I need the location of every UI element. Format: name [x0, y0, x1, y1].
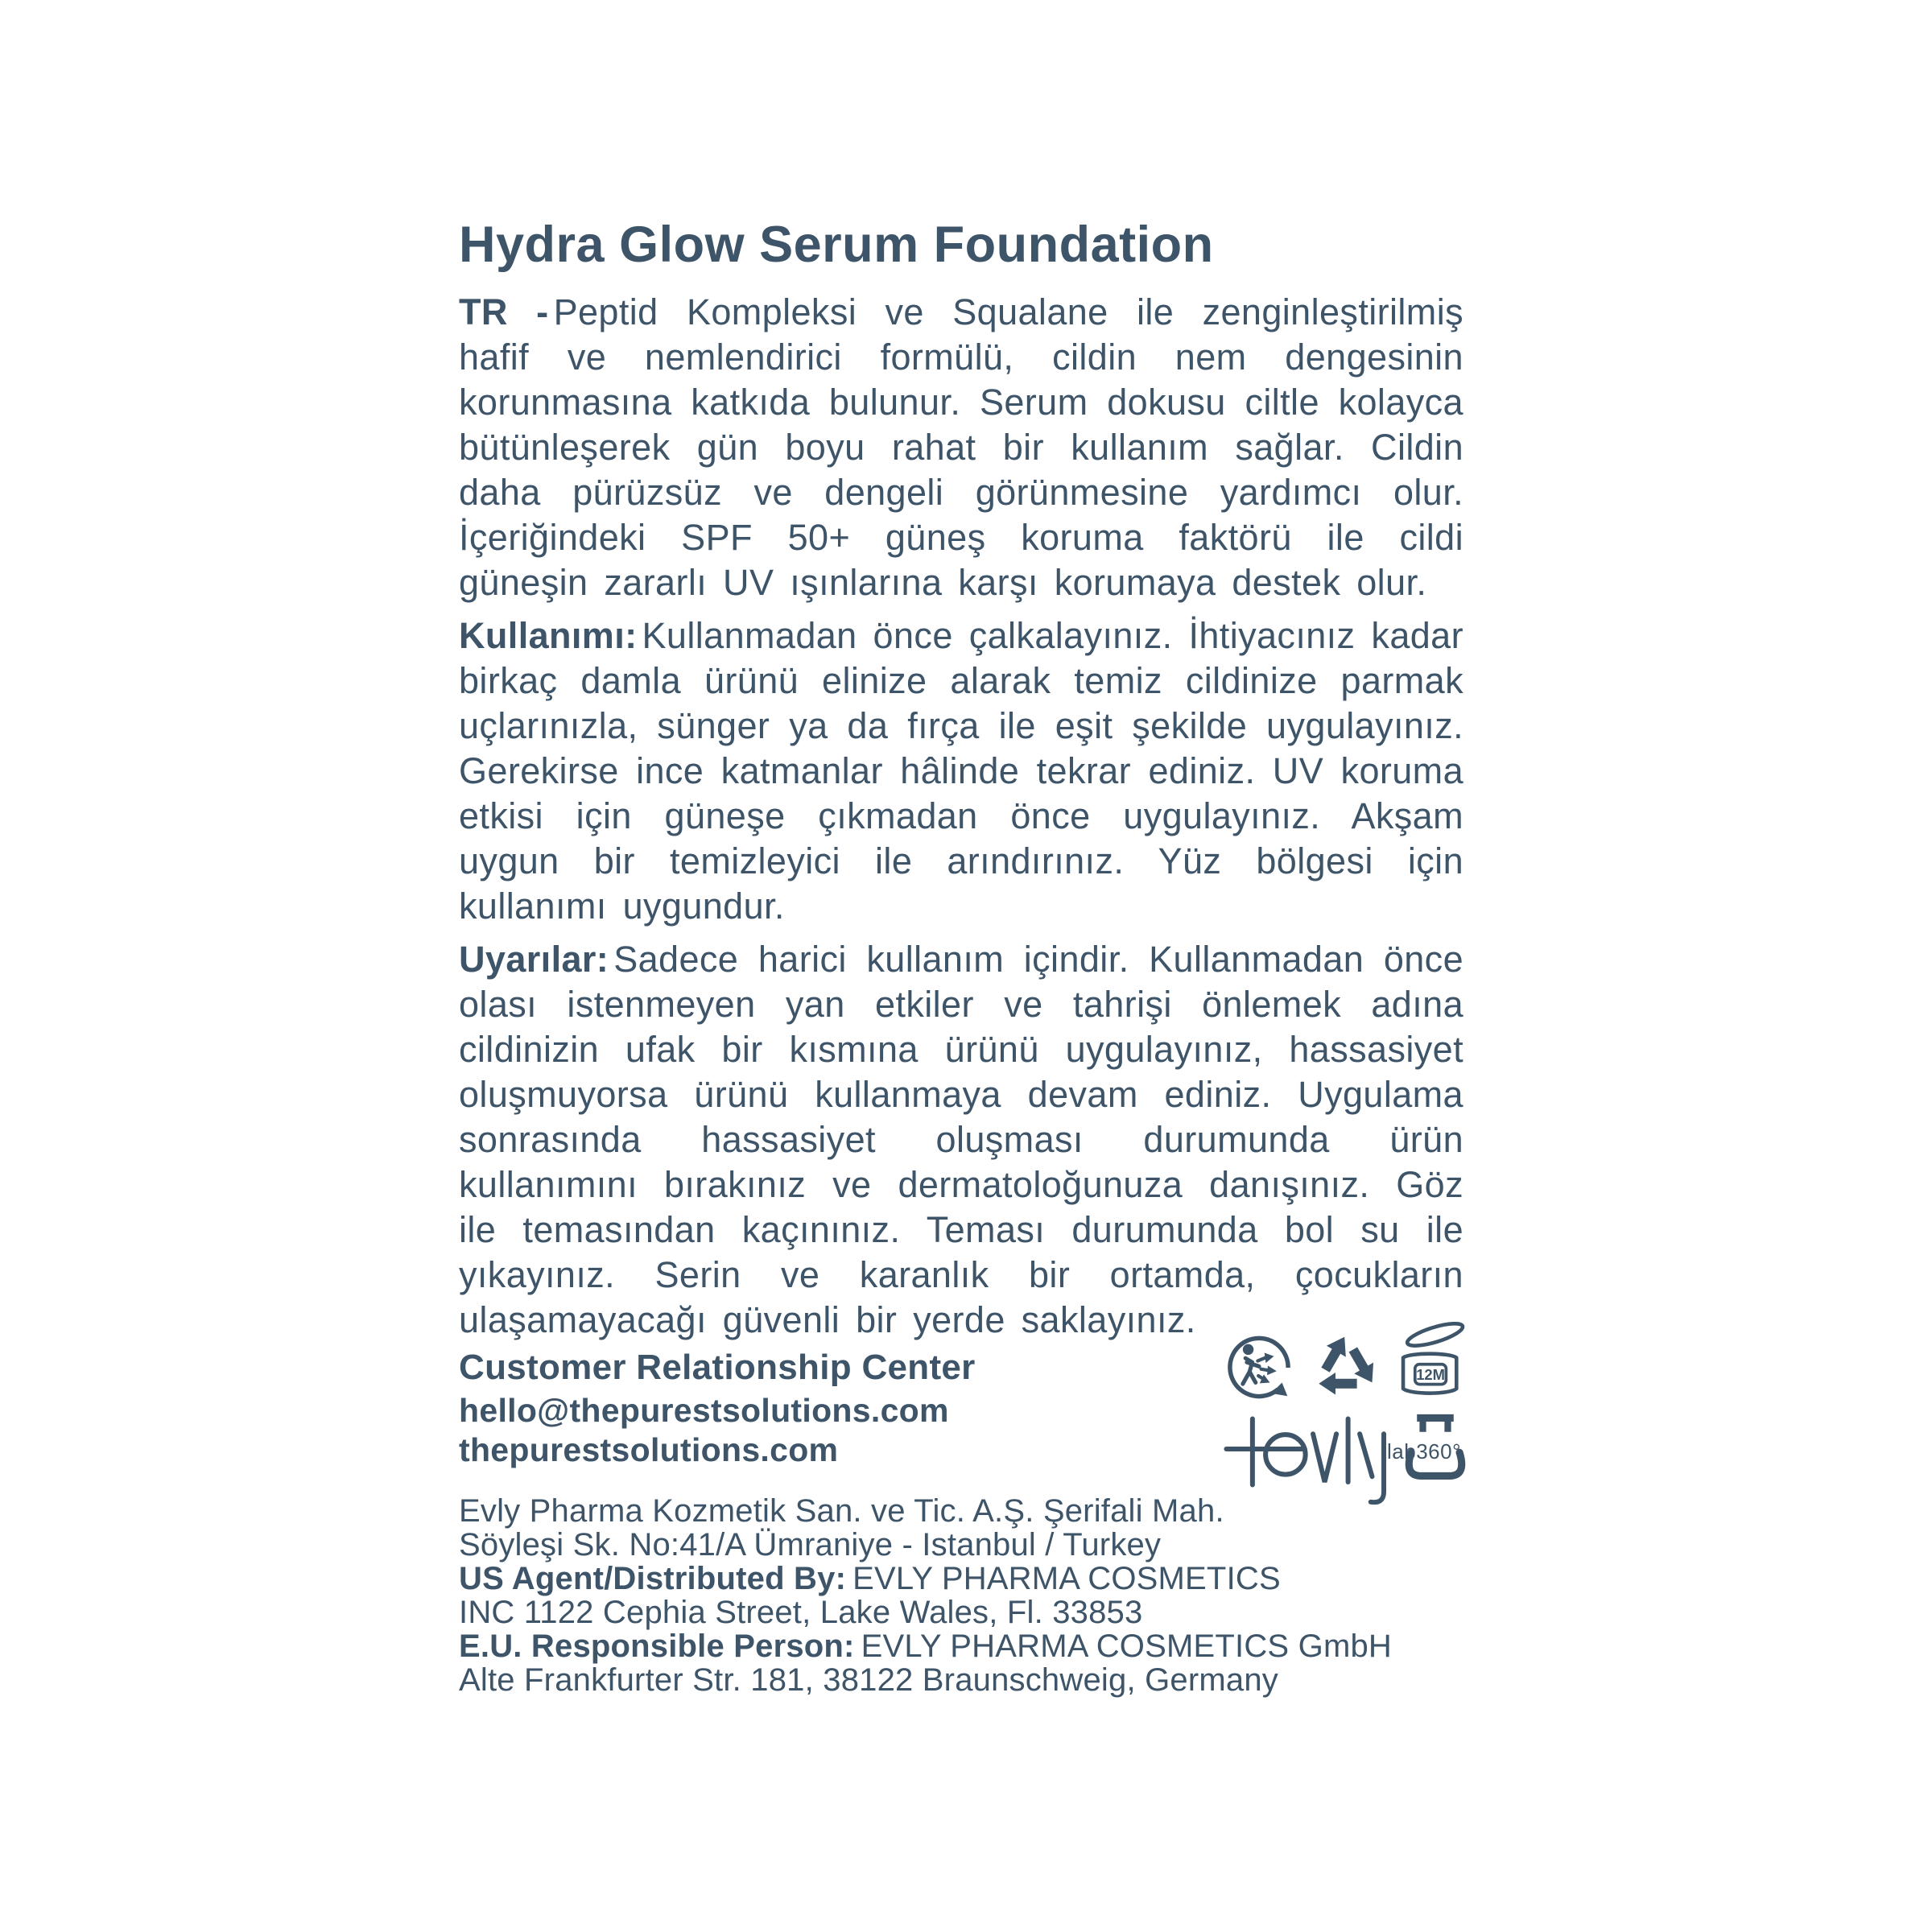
- paragraph-usage: [459, 613, 1463, 929]
- company-line-4: INC 1122 Cephia Street, Lake Wales, Fl. 33853: [459, 1595, 1143, 1630]
- contact-website: thepurestsolutions.com: [459, 1431, 839, 1468]
- certification-icons: [1224, 1320, 1481, 1517]
- manufacturer-info: [459, 1494, 1392, 1697]
- contact-heading: Customer Relationship Center: [459, 1348, 976, 1387]
- contact-email: hello@thepurestsolutions.com: [459, 1392, 949, 1429]
- paragraph-text-warnings: Sadece harici kullanım içindir. Kullanmadan önce olası istenmeyen yan etkiler ve tahrişi önlemek adına cildinizin ufak bir kısmına ürünü uygulayınız, hassasiyet oluşmuyorsa ürünü kullanmaya devam ediniz. Uygulama sonrasında hassasiyet oluşması durumunda ürün kullanımını bırakınız ve dermatoloğunuza danışınız. Göz ile temasından kaçınınız. Teması durumunda bol su ile yıkayınız. Serin ve karanlık bir ortamda, çocukların ulaşamayacağı güvenli bir yerde saklayınız.: [459, 939, 1463, 1340]
- pao-12m-icon: [1394, 1322, 1468, 1402]
- paragraph-text-usage: Kullanmadan önce çalkalayınız. İhtiyacınız kadar birkaç damla ürünü elinize alarak temiz cildinize parmak uçlarınızla, sünger ya da fırça ile eşit şekilde uygulayınız. Gerekirse ince katmanlar hâlinde tekrar ediniz. UV koruma etkisi için güneşe çıkmadan önce uygulayınız. Akşam uygun bir temizleyici ile arındırınız. Yüz bölgesi için kullanımı uygundur.: [459, 615, 1463, 927]
- flask-icon: [1402, 1409, 1468, 1484]
- pao-12m-label: 12M: [1416, 1366, 1445, 1384]
- company-line-6: Alte Frankfurter Str. 181, 38122 Braunschweig, Germany: [459, 1662, 1278, 1698]
- triman-icon: [1225, 1331, 1293, 1404]
- paragraph-lead-warnings: Uyarılar:: [459, 939, 609, 980]
- paragraph-lead-tr: TR -: [459, 291, 549, 332]
- label-copy: [459, 290, 1463, 1351]
- company-line-1: Evly Pharma Kozmetik San. ve Tic. A.Ş. Şerifali Mah.: [459, 1493, 1224, 1529]
- tevly-logo: [1224, 1410, 1389, 1507]
- paragraph-text-tr: Peptid Kompleksi ve Squalane ile zenginleştirilmiş hafif ve nemlendirici formülü, cildin nem dengesinin korunmasına katkıda bulunur. Serum dokusu ciltle kolayca bütünleşerek gün boyu rahat bir kullanım sağlar. Cildin daha pürüzsüz ve dengeli görünmesine yardımcı olur. İçeriğindeki SPF 50+ güneş koruma faktörü ile cildi güneşin zararlı UV ışınlarına karşı korumaya destek olur.: [459, 291, 1463, 603]
- eu-person-value: EVLY PHARMA COSMETICS GmbH: [861, 1629, 1392, 1664]
- paragraph-warnings: [459, 937, 1463, 1343]
- us-agent-label: US Agent/Distributed By:: [459, 1561, 847, 1596]
- paragraph-lead-usage: Kullanımı:: [459, 615, 638, 656]
- company-line-eu: [459, 1629, 1392, 1663]
- us-agent-value: EVLY PHARMA COSMETICS: [852, 1561, 1281, 1596]
- recycle-icon: [1309, 1333, 1381, 1402]
- contact-block: [459, 1348, 976, 1467]
- paragraph-description-tr: [459, 290, 1463, 605]
- company-line-us-agent: [459, 1562, 1392, 1596]
- lab360-label: lab360°: [1387, 1439, 1461, 1463]
- product-title: Hydra Glow Serum Foundation: [459, 217, 1214, 273]
- eu-person-label: E.U. Responsible Person:: [459, 1629, 855, 1664]
- company-line-2: Söyleşi Sk. No:41/A Ümraniye - Istanbul / Turkey: [459, 1527, 1162, 1563]
